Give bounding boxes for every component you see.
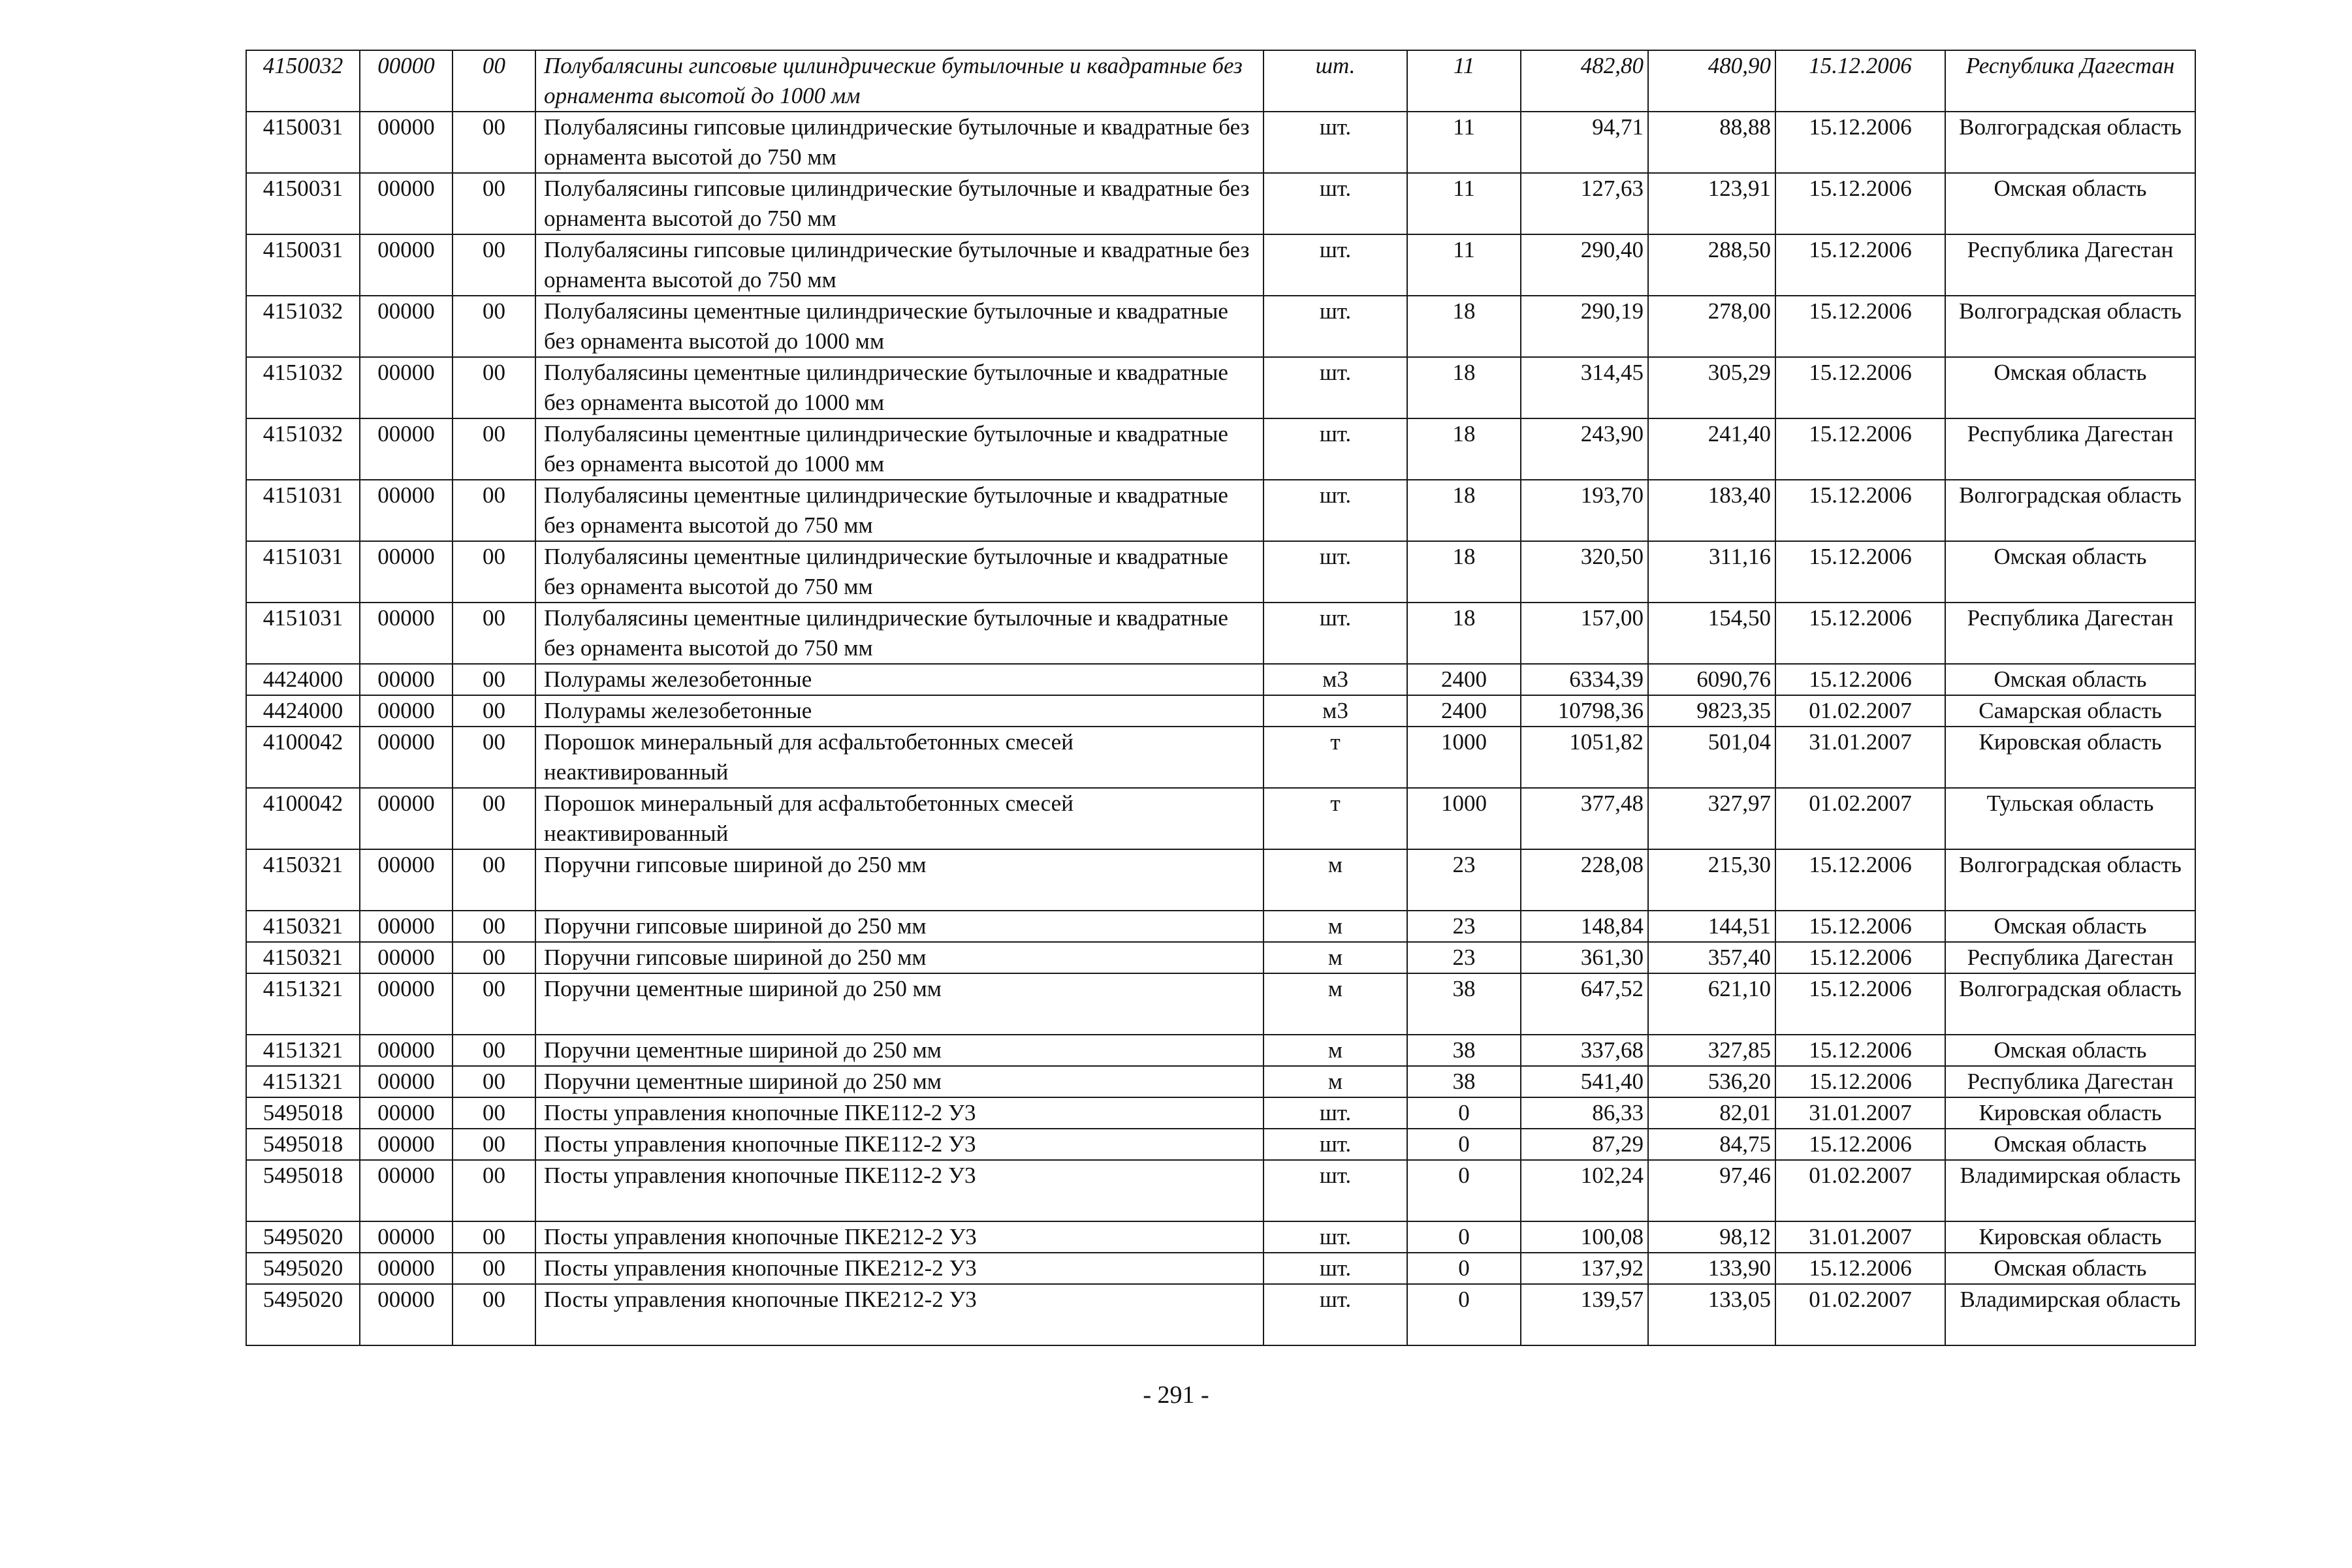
table-row xyxy=(246,357,2195,418)
price-cell: 311,16 xyxy=(1648,541,1775,603)
suffix-cell: 00 xyxy=(453,942,535,973)
code-cell: 4150031 xyxy=(246,112,360,173)
region-cell: Республика Дагестан xyxy=(1945,942,2195,973)
price-cell: 98,12 xyxy=(1648,1221,1775,1253)
name-cell: Полубалясины цементные цилиндрические бутылочные и квадратные без орнамента высотой до 750 мм xyxy=(535,480,1263,541)
weight-cell: 11 xyxy=(1407,234,1521,296)
table-row xyxy=(246,942,2195,973)
price-with-vat-cell: 102,24 xyxy=(1521,1160,1648,1221)
table-row xyxy=(246,695,2195,727)
name-cell: Посты управления кнопочные ПКЕ112-2 У3 xyxy=(535,1097,1263,1129)
unit-cell: шт. xyxy=(1263,1097,1407,1129)
date-cell: 31.01.2007 xyxy=(1775,727,1945,788)
table-row xyxy=(246,664,2195,695)
table-row xyxy=(246,1221,2195,1253)
unit-cell: шт. xyxy=(1263,296,1407,357)
price-cell: 84,75 xyxy=(1648,1129,1775,1160)
name-cell: Полубалясины гипсовые цилиндрические бутылочные и квадратные без орнамента высотой до 1000 мм xyxy=(535,50,1263,112)
suffix-cell: 00 xyxy=(453,911,535,942)
subcode-cell: 00000 xyxy=(360,296,453,357)
name-cell: Полубалясины цементные цилиндрические бутылочные и квадратные без орнамента высотой до 1000 мм xyxy=(535,418,1263,480)
subcode-cell: 00000 xyxy=(360,942,453,973)
code-cell: 4100042 xyxy=(246,788,360,849)
suffix-cell: 00 xyxy=(453,603,535,664)
table-row xyxy=(246,234,2195,296)
weight-cell: 2400 xyxy=(1407,664,1521,695)
suffix-cell: 00 xyxy=(453,234,535,296)
name-cell: Полубалясины гипсовые цилиндрические бутылочные и квадратные без орнамента высотой до 750 мм xyxy=(535,234,1263,296)
price-cell: 123,91 xyxy=(1648,173,1775,234)
name-cell: Поручни цементные шириной до 250 мм xyxy=(535,973,1263,1035)
unit-cell: шт. xyxy=(1263,541,1407,603)
price-with-vat-cell: 86,33 xyxy=(1521,1097,1648,1129)
date-cell: 31.01.2007 xyxy=(1775,1097,1945,1129)
unit-cell: м xyxy=(1263,1035,1407,1066)
price-with-vat-cell: 320,50 xyxy=(1521,541,1648,603)
code-cell: 5495018 xyxy=(246,1160,360,1221)
suffix-cell: 00 xyxy=(453,50,535,112)
region-cell: Омская область xyxy=(1945,357,2195,418)
region-cell: Республика Дагестан xyxy=(1945,234,2195,296)
table-row xyxy=(246,50,2195,112)
price-with-vat-cell: 100,08 xyxy=(1521,1221,1648,1253)
table-row xyxy=(246,173,2195,234)
unit-cell: шт. xyxy=(1263,357,1407,418)
price-cell: 133,90 xyxy=(1648,1253,1775,1284)
name-cell: Полубалясины гипсовые цилиндрические бутылочные и квадратные без орнамента высотой до 750 мм xyxy=(535,112,1263,173)
weight-cell: 38 xyxy=(1407,1066,1521,1097)
suffix-cell: 00 xyxy=(453,541,535,603)
table-row xyxy=(246,1035,2195,1066)
weight-cell: 11 xyxy=(1407,50,1521,112)
subcode-cell: 00000 xyxy=(360,112,453,173)
date-cell: 01.02.2007 xyxy=(1775,695,1945,727)
date-cell: 15.12.2006 xyxy=(1775,1066,1945,1097)
subcode-cell: 00000 xyxy=(360,849,453,911)
price-with-vat-cell: 137,92 xyxy=(1521,1253,1648,1284)
table-row xyxy=(246,911,2195,942)
date-cell: 15.12.2006 xyxy=(1775,664,1945,695)
weight-cell: 18 xyxy=(1407,357,1521,418)
table-row xyxy=(246,1097,2195,1129)
weight-cell: 23 xyxy=(1407,911,1521,942)
region-cell: Омская область xyxy=(1945,911,2195,942)
price-with-vat-cell: 290,40 xyxy=(1521,234,1648,296)
page-number: - 291 - xyxy=(1143,1381,1209,1409)
subcode-cell: 00000 xyxy=(360,418,453,480)
name-cell: Посты управления кнопочные ПКЕ112-2 У3 xyxy=(535,1129,1263,1160)
suffix-cell: 00 xyxy=(453,664,535,695)
weight-cell: 38 xyxy=(1407,1035,1521,1066)
table-row xyxy=(246,418,2195,480)
suffix-cell: 00 xyxy=(453,788,535,849)
price-cell: 241,40 xyxy=(1648,418,1775,480)
subcode-cell: 00000 xyxy=(360,173,453,234)
suffix-cell: 00 xyxy=(453,173,535,234)
price-with-vat-cell: 228,08 xyxy=(1521,849,1648,911)
code-cell: 4100042 xyxy=(246,727,360,788)
price-cell: 621,10 xyxy=(1648,973,1775,1035)
weight-cell: 1000 xyxy=(1407,788,1521,849)
price-cell: 144,51 xyxy=(1648,911,1775,942)
name-cell: Порошок минеральный для асфальтобетонных смесей неактивированный xyxy=(535,788,1263,849)
region-cell: Омская область xyxy=(1945,1035,2195,1066)
date-cell: 15.12.2006 xyxy=(1775,603,1945,664)
name-cell: Посты управления кнопочные ПКЕ212-2 У3 xyxy=(535,1221,1263,1253)
subcode-cell: 00000 xyxy=(360,1097,453,1129)
weight-cell: 0 xyxy=(1407,1160,1521,1221)
region-cell: Омская область xyxy=(1945,1129,2195,1160)
suffix-cell: 00 xyxy=(453,112,535,173)
unit-cell: м xyxy=(1263,849,1407,911)
price-table xyxy=(246,50,2196,1346)
price-with-vat-cell: 193,70 xyxy=(1521,480,1648,541)
price-cell: 357,40 xyxy=(1648,942,1775,973)
price-with-vat-cell: 361,30 xyxy=(1521,942,1648,973)
name-cell: Поручни гипсовые шириной до 250 мм xyxy=(535,911,1263,942)
suffix-cell: 00 xyxy=(453,1129,535,1160)
unit-cell: шт. xyxy=(1263,1284,1407,1345)
unit-cell: шт. xyxy=(1263,1129,1407,1160)
table-row xyxy=(246,727,2195,788)
subcode-cell: 00000 xyxy=(360,1066,453,1097)
region-cell: Волгоградская область xyxy=(1945,296,2195,357)
unit-cell: м3 xyxy=(1263,695,1407,727)
date-cell: 15.12.2006 xyxy=(1775,541,1945,603)
code-cell: 4151032 xyxy=(246,357,360,418)
name-cell: Посты управления кнопочные ПКЕ112-2 У3 xyxy=(535,1160,1263,1221)
code-cell: 4151321 xyxy=(246,1035,360,1066)
region-cell: Волгоградская область xyxy=(1945,480,2195,541)
subcode-cell: 00000 xyxy=(360,1221,453,1253)
code-cell: 5495020 xyxy=(246,1253,360,1284)
price-cell: 327,85 xyxy=(1648,1035,1775,1066)
unit-cell: шт. xyxy=(1263,480,1407,541)
price-with-vat-cell: 290,19 xyxy=(1521,296,1648,357)
unit-cell: шт. xyxy=(1263,173,1407,234)
price-cell: 88,88 xyxy=(1648,112,1775,173)
code-cell: 4150321 xyxy=(246,942,360,973)
weight-cell: 18 xyxy=(1407,296,1521,357)
name-cell: Полубалясины цементные цилиндрические бутылочные и квадратные без орнамента высотой до 750 мм xyxy=(535,541,1263,603)
code-cell: 4424000 xyxy=(246,695,360,727)
table-row xyxy=(246,849,2195,911)
subcode-cell: 00000 xyxy=(360,664,453,695)
price-with-vat-cell: 148,84 xyxy=(1521,911,1648,942)
code-cell: 4150321 xyxy=(246,849,360,911)
date-cell: 15.12.2006 xyxy=(1775,112,1945,173)
date-cell: 01.02.2007 xyxy=(1775,1160,1945,1221)
price-cell: 305,29 xyxy=(1648,357,1775,418)
weight-cell: 23 xyxy=(1407,849,1521,911)
unit-cell: шт. xyxy=(1263,50,1407,112)
price-cell: 6090,76 xyxy=(1648,664,1775,695)
price-with-vat-cell: 6334,39 xyxy=(1521,664,1648,695)
code-cell: 4150032 xyxy=(246,50,360,112)
unit-cell: шт. xyxy=(1263,1221,1407,1253)
table-row xyxy=(246,1284,2195,1345)
subcode-cell: 00000 xyxy=(360,603,453,664)
name-cell: Полубалясины цементные цилиндрические бутылочные и квадратные без орнамента высотой до 1000 мм xyxy=(535,296,1263,357)
weight-cell: 0 xyxy=(1407,1129,1521,1160)
region-cell: Владимирская область xyxy=(1945,1160,2195,1221)
date-cell: 15.12.2006 xyxy=(1775,1129,1945,1160)
region-cell: Республика Дагестан xyxy=(1945,50,2195,112)
price-table-sheet xyxy=(246,50,2196,1346)
table-row xyxy=(246,788,2195,849)
suffix-cell: 00 xyxy=(453,727,535,788)
weight-cell: 18 xyxy=(1407,480,1521,541)
code-cell: 5495018 xyxy=(246,1129,360,1160)
price-cell: 327,97 xyxy=(1648,788,1775,849)
table-row xyxy=(246,1066,2195,1097)
code-cell: 4424000 xyxy=(246,664,360,695)
region-cell: Республика Дагестан xyxy=(1945,1066,2195,1097)
price-table-body xyxy=(246,50,2195,1345)
price-with-vat-cell: 10798,36 xyxy=(1521,695,1648,727)
price-with-vat-cell: 314,45 xyxy=(1521,357,1648,418)
weight-cell: 18 xyxy=(1407,541,1521,603)
unit-cell: шт. xyxy=(1263,234,1407,296)
unit-cell: м3 xyxy=(1263,664,1407,695)
subcode-cell: 00000 xyxy=(360,788,453,849)
weight-cell: 23 xyxy=(1407,942,1521,973)
price-cell: 133,05 xyxy=(1648,1284,1775,1345)
weight-cell: 0 xyxy=(1407,1253,1521,1284)
unit-cell: шт. xyxy=(1263,1253,1407,1284)
subcode-cell: 00000 xyxy=(360,727,453,788)
region-cell: Республика Дагестан xyxy=(1945,603,2195,664)
region-cell: Омская область xyxy=(1945,173,2195,234)
suffix-cell: 00 xyxy=(453,973,535,1035)
region-cell: Владимирская область xyxy=(1945,1284,2195,1345)
date-cell: 01.02.2007 xyxy=(1775,1284,1945,1345)
unit-cell: м xyxy=(1263,1066,1407,1097)
table-row xyxy=(246,112,2195,173)
subcode-cell: 00000 xyxy=(360,1129,453,1160)
name-cell: Поручни цементные шириной до 250 мм xyxy=(535,1066,1263,1097)
table-row xyxy=(246,973,2195,1035)
suffix-cell: 00 xyxy=(453,849,535,911)
region-cell: Кировская область xyxy=(1945,1097,2195,1129)
unit-cell: м xyxy=(1263,911,1407,942)
date-cell: 01.02.2007 xyxy=(1775,788,1945,849)
code-cell: 4151031 xyxy=(246,541,360,603)
suffix-cell: 00 xyxy=(453,1284,535,1345)
date-cell: 15.12.2006 xyxy=(1775,357,1945,418)
table-row xyxy=(246,296,2195,357)
price-cell: 183,40 xyxy=(1648,480,1775,541)
price-with-vat-cell: 482,80 xyxy=(1521,50,1648,112)
date-cell: 15.12.2006 xyxy=(1775,418,1945,480)
name-cell: Полубалясины гипсовые цилиндрические бутылочные и квадратные без орнамента высотой до 750 мм xyxy=(535,173,1263,234)
weight-cell: 2400 xyxy=(1407,695,1521,727)
name-cell: Полубалясины цементные цилиндрические бутылочные и квадратные без орнамента высотой до 750 мм xyxy=(535,603,1263,664)
region-cell: Кировская область xyxy=(1945,727,2195,788)
price-with-vat-cell: 139,57 xyxy=(1521,1284,1648,1345)
date-cell: 15.12.2006 xyxy=(1775,1035,1945,1066)
region-cell: Омская область xyxy=(1945,664,2195,695)
suffix-cell: 00 xyxy=(453,480,535,541)
suffix-cell: 00 xyxy=(453,1160,535,1221)
price-cell: 288,50 xyxy=(1648,234,1775,296)
price-cell: 536,20 xyxy=(1648,1066,1775,1097)
table-row xyxy=(246,603,2195,664)
name-cell: Полурамы железобетонные xyxy=(535,695,1263,727)
code-cell: 4151321 xyxy=(246,1066,360,1097)
weight-cell: 11 xyxy=(1407,173,1521,234)
region-cell: Самарская область xyxy=(1945,695,2195,727)
region-cell: Тульская область xyxy=(1945,788,2195,849)
table-row xyxy=(246,541,2195,603)
price-cell: 154,50 xyxy=(1648,603,1775,664)
subcode-cell: 00000 xyxy=(360,480,453,541)
date-cell: 15.12.2006 xyxy=(1775,50,1945,112)
subcode-cell: 00000 xyxy=(360,541,453,603)
price-with-vat-cell: 377,48 xyxy=(1521,788,1648,849)
suffix-cell: 00 xyxy=(453,296,535,357)
name-cell: Порошок минеральный для асфальтобетонных смесей неактивированный xyxy=(535,727,1263,788)
date-cell: 15.12.2006 xyxy=(1775,480,1945,541)
weight-cell: 0 xyxy=(1407,1097,1521,1129)
date-cell: 15.12.2006 xyxy=(1775,1253,1945,1284)
subcode-cell: 00000 xyxy=(360,50,453,112)
code-cell: 4151032 xyxy=(246,296,360,357)
weight-cell: 1000 xyxy=(1407,727,1521,788)
subcode-cell: 00000 xyxy=(360,357,453,418)
region-cell: Волгоградская область xyxy=(1945,112,2195,173)
unit-cell: шт. xyxy=(1263,112,1407,173)
price-with-vat-cell: 541,40 xyxy=(1521,1066,1648,1097)
price-with-vat-cell: 1051,82 xyxy=(1521,727,1648,788)
price-cell: 501,04 xyxy=(1648,727,1775,788)
price-with-vat-cell: 87,29 xyxy=(1521,1129,1648,1160)
date-cell: 15.12.2006 xyxy=(1775,173,1945,234)
subcode-cell: 00000 xyxy=(360,234,453,296)
date-cell: 15.12.2006 xyxy=(1775,942,1945,973)
price-cell: 278,00 xyxy=(1648,296,1775,357)
region-cell: Омская область xyxy=(1945,541,2195,603)
suffix-cell: 00 xyxy=(453,695,535,727)
subcode-cell: 00000 xyxy=(360,1253,453,1284)
price-cell: 9823,35 xyxy=(1648,695,1775,727)
date-cell: 15.12.2006 xyxy=(1775,849,1945,911)
price-cell: 215,30 xyxy=(1648,849,1775,911)
weight-cell: 18 xyxy=(1407,418,1521,480)
name-cell: Полурамы железобетонные xyxy=(535,664,1263,695)
code-cell: 4151031 xyxy=(246,480,360,541)
suffix-cell: 00 xyxy=(453,1221,535,1253)
unit-cell: м xyxy=(1263,973,1407,1035)
code-cell: 4151031 xyxy=(246,603,360,664)
subcode-cell: 00000 xyxy=(360,1284,453,1345)
name-cell: Поручни гипсовые шириной до 250 мм xyxy=(535,942,1263,973)
price-with-vat-cell: 647,52 xyxy=(1521,973,1648,1035)
name-cell: Посты управления кнопочные ПКЕ212-2 У3 xyxy=(535,1284,1263,1345)
region-cell: Кировская область xyxy=(1945,1221,2195,1253)
region-cell: Омская область xyxy=(1945,1253,2195,1284)
suffix-cell: 00 xyxy=(453,418,535,480)
weight-cell: 11 xyxy=(1407,112,1521,173)
date-cell: 15.12.2006 xyxy=(1775,973,1945,1035)
date-cell: 31.01.2007 xyxy=(1775,1221,1945,1253)
table-row xyxy=(246,1129,2195,1160)
unit-cell: шт. xyxy=(1263,418,1407,480)
code-cell: 5495020 xyxy=(246,1284,360,1345)
suffix-cell: 00 xyxy=(453,357,535,418)
table-row xyxy=(246,480,2195,541)
unit-cell: шт. xyxy=(1263,603,1407,664)
date-cell: 15.12.2006 xyxy=(1775,911,1945,942)
code-cell: 4150031 xyxy=(246,173,360,234)
code-cell: 5495020 xyxy=(246,1221,360,1253)
unit-cell: шт. xyxy=(1263,1160,1407,1221)
weight-cell: 38 xyxy=(1407,973,1521,1035)
suffix-cell: 00 xyxy=(453,1097,535,1129)
code-cell: 5495018 xyxy=(246,1097,360,1129)
unit-cell: т xyxy=(1263,727,1407,788)
subcode-cell: 00000 xyxy=(360,973,453,1035)
price-with-vat-cell: 157,00 xyxy=(1521,603,1648,664)
name-cell: Посты управления кнопочные ПКЕ212-2 У3 xyxy=(535,1253,1263,1284)
subcode-cell: 00000 xyxy=(360,911,453,942)
table-row xyxy=(246,1160,2195,1221)
suffix-cell: 00 xyxy=(453,1253,535,1284)
unit-cell: т xyxy=(1263,788,1407,849)
weight-cell: 0 xyxy=(1407,1284,1521,1345)
code-cell: 4150031 xyxy=(246,234,360,296)
weight-cell: 18 xyxy=(1407,603,1521,664)
subcode-cell: 00000 xyxy=(360,1035,453,1066)
name-cell: Полубалясины цементные цилиндрические бутылочные и квадратные без орнамента высотой до 1000 мм xyxy=(535,357,1263,418)
unit-cell: м xyxy=(1263,942,1407,973)
name-cell: Поручни гипсовые шириной до 250 мм xyxy=(535,849,1263,911)
price-with-vat-cell: 127,63 xyxy=(1521,173,1648,234)
region-cell: Волгоградская область xyxy=(1945,849,2195,911)
code-cell: 4151321 xyxy=(246,973,360,1035)
date-cell: 15.12.2006 xyxy=(1775,296,1945,357)
region-cell: Волгоградская область xyxy=(1945,973,2195,1035)
weight-cell: 0 xyxy=(1407,1221,1521,1253)
price-cell: 480,90 xyxy=(1648,50,1775,112)
table-row xyxy=(246,1253,2195,1284)
suffix-cell: 00 xyxy=(453,1035,535,1066)
price-cell: 97,46 xyxy=(1648,1160,1775,1221)
name-cell: Поручни цементные шириной до 250 мм xyxy=(535,1035,1263,1066)
subcode-cell: 00000 xyxy=(360,1160,453,1221)
code-cell: 4150321 xyxy=(246,911,360,942)
date-cell: 15.12.2006 xyxy=(1775,234,1945,296)
price-with-vat-cell: 94,71 xyxy=(1521,112,1648,173)
region-cell: Республика Дагестан xyxy=(1945,418,2195,480)
subcode-cell: 00000 xyxy=(360,695,453,727)
suffix-cell: 00 xyxy=(453,1066,535,1097)
price-cell: 82,01 xyxy=(1648,1097,1775,1129)
code-cell: 4151032 xyxy=(246,418,360,480)
price-with-vat-cell: 243,90 xyxy=(1521,418,1648,480)
price-with-vat-cell: 337,68 xyxy=(1521,1035,1648,1066)
